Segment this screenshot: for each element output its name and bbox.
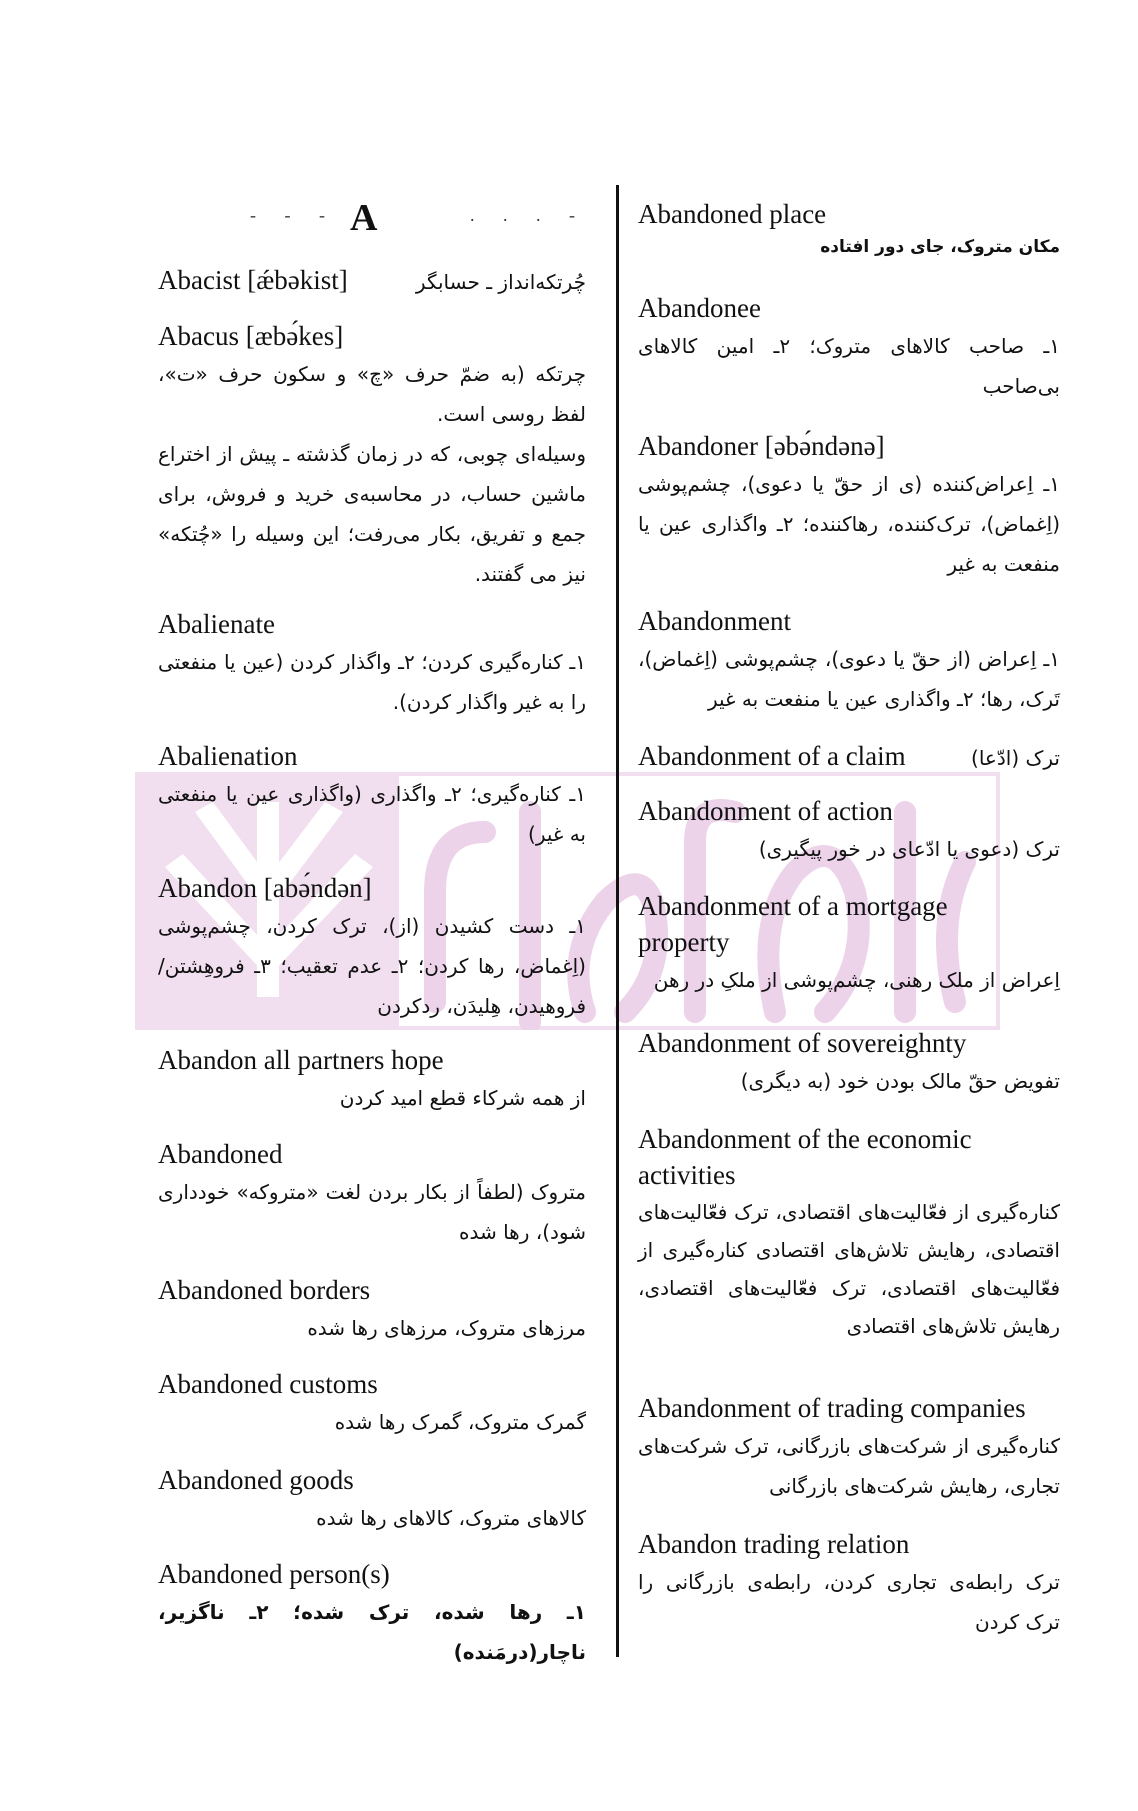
definition: گمرک متروک، گمرک رها شده <box>334 1410 586 1434</box>
header-rule-left: - - - <box>250 205 337 225</box>
headword: Abacist [ǽbəkist] <box>158 265 348 295</box>
entry-abandonment <box>638 603 1060 719</box>
entry-abandonment-of-trading-companies <box>638 1390 1060 1506</box>
definition: ۱ـ رها شده، ترک شده؛ ۲ـ ناگزیر، ناچار(درمَنده) <box>158 1600 586 1664</box>
definition: ۱ـ صاحب کالاهای متروک؛ ۲ـ امین کالاهای بی‌صاحب <box>638 334 1061 398</box>
entry-abandoner <box>638 428 1060 584</box>
headword: Abandonment of a claim <box>638 741 906 771</box>
definition: تفویض حقّ مالک بودن خود (به دیگری) <box>740 1069 1060 1093</box>
headword: Abandoned customs <box>158 1369 378 1399</box>
entry-abandoned-place <box>638 196 1060 262</box>
headword: Abandoner [əbə́ndənə] <box>638 431 885 461</box>
definition: ۱ـ اِعراض‌کننده (ی از حقّ یا دعوی)، چشم‌پوشی (اِغماض)، ترک‌کننده، رهاکننده؛ ۲ـ واگذاری عین یا منفعت به غیر <box>638 472 1060 576</box>
entry-abandoned <box>158 1136 586 1252</box>
entry-abandonment-of-action <box>638 793 1060 869</box>
headword: Abandoned <box>158 1139 283 1169</box>
definition: ۱ـ دست کشیدن (از)، ترک کردن، چشم‌پوشی (اِغماض، رها کردن؛ ۲ـ عدم تعقیب؛ ۳ـ فروهِشتن/ فروهیدن، هِلیدَن، ردکردن <box>158 914 586 1018</box>
headword: Abandoned person(s) <box>158 1559 390 1589</box>
definition: چرتکه (به ضمّ حرف «چ» و سکون حرف «ت»، لفظ روسی است. <box>158 362 586 426</box>
headword: Abandonment of action <box>638 796 893 826</box>
headword: Abandonment of trading companies <box>638 1393 1026 1423</box>
definition: از همه شرکاء قطع امید کردن <box>339 1086 586 1110</box>
entry-abandonee <box>638 290 1060 406</box>
definition: مرزهای متروک، مرزهای رها شده <box>307 1316 586 1340</box>
headword: Abandon all partners hope <box>158 1045 444 1075</box>
definition: کناره‌گیری از شرکت‌های بازرگانی، ترک شرکت‌های تجاری، رهایش شرکت‌های بازرگانی <box>638 1434 1060 1498</box>
headword: Abandonment of a mortgage property <box>638 891 948 957</box>
headword: Abandon trading relation <box>638 1529 910 1559</box>
headword: Abandonee <box>638 293 761 323</box>
definition: مکان متروک، جای دور افتاده <box>820 237 1060 257</box>
entry-abandonment-of-sovereighnty <box>638 1025 1060 1101</box>
headword: Abandon [abə́ndən] <box>158 873 372 903</box>
definition: چُرتکه‌انداز ـ حسابگر <box>415 270 586 294</box>
entry-abandon-trading-relation <box>638 1526 1060 1642</box>
header-rule-right: . . . - <box>470 205 587 225</box>
definition: اِعراض از ملک رهنی، چشم‌پوشی از ملکِ در رهن <box>653 968 1060 992</box>
definition: ترک (دعوی یا ادّعای در خور پیگیری) <box>758 837 1060 861</box>
entry-abandon-all-partners-hope <box>158 1042 586 1118</box>
definition: ۱ـ کناره‌گیری کردن؛ ۲ـ واگذار کردن (عین یا منفعتی را به غیر واگذار کردن). <box>158 650 586 714</box>
entry-abandonment-of-the-economic-activities <box>638 1121 1060 1345</box>
headword: Abalienation <box>158 741 298 771</box>
headword: Abandoned place <box>638 199 827 229</box>
headword: Abalienate <box>158 609 275 639</box>
entry-abandonment-of-a-mortgage-property <box>638 888 1060 1000</box>
headword: Abandoned borders <box>158 1275 371 1305</box>
definition: ۱ـ اِعراض (از حقّ یا دعوی)، چشم‌پوشی (اِغماض)، تَرک، رها؛ ۲ـ واگذاری عین یا منفعت به غیر <box>638 647 1060 711</box>
definition: ۱ـ کناره‌گیری؛ ۲ـ واگذاری (واگذاری عین یا منفعتی به غیر) <box>158 782 586 846</box>
headword: Abandoned goods <box>158 1465 354 1495</box>
definition-2: وسیله‌ای چوبی، که در زمان گذشته ـ پیش از اختراع ماشین حساب، در محاسبه‌ی خرید و فروش، برای جمع و تفریق، بکار می‌رفت؛ این وسیله را «چُتکه» نیز می گفتند. <box>158 442 586 586</box>
entry-abandoned-persons <box>158 1556 586 1672</box>
section-letter: A <box>350 197 378 239</box>
entry-abalienation <box>158 738 586 854</box>
definition: ترک (ادّعا) <box>971 746 1060 770</box>
definition: ترک رابطه‌ی تجاری کردن، رابطه‌ی بازرگانی را ترک کردن <box>638 1570 1060 1634</box>
entry-abacus <box>158 318 586 594</box>
headword: Abandonment of sovereighnty <box>638 1028 967 1058</box>
definition: کالاهای متروک، کالاهای رها شده <box>316 1506 586 1530</box>
entry-abandoned-customs <box>158 1366 586 1442</box>
entry-abacist <box>158 262 586 298</box>
headword: Abandonment of the economic activities <box>638 1124 972 1190</box>
entry-abandon <box>158 870 586 1026</box>
headword: Abandonment <box>638 606 791 636</box>
headword: Abacus [æbə́kes] <box>158 321 344 351</box>
entry-abandonment-of-a-claim <box>638 738 1060 774</box>
entry-abandoned-borders <box>158 1272 586 1348</box>
definition: کناره‌گیری از فعّالیت‌های اقتصادی، ترک فعّالیت‌های اقتصادی، رهایش تلاش‌های اقتصادی کناره‌گیری از فعّالیت‌های اقتصادی، ترک فعّالیت‌های اقتصادی، رهایش تلاش‌های اقتصادی <box>638 1200 1060 1338</box>
entry-abandoned-goods <box>158 1462 586 1538</box>
definition: متروک (لطفاً از بکار بردن لغت «متروکه» خودداری شود)، رها شده <box>158 1180 586 1244</box>
column-divider <box>616 185 619 1657</box>
entry-abalienate <box>158 606 586 722</box>
